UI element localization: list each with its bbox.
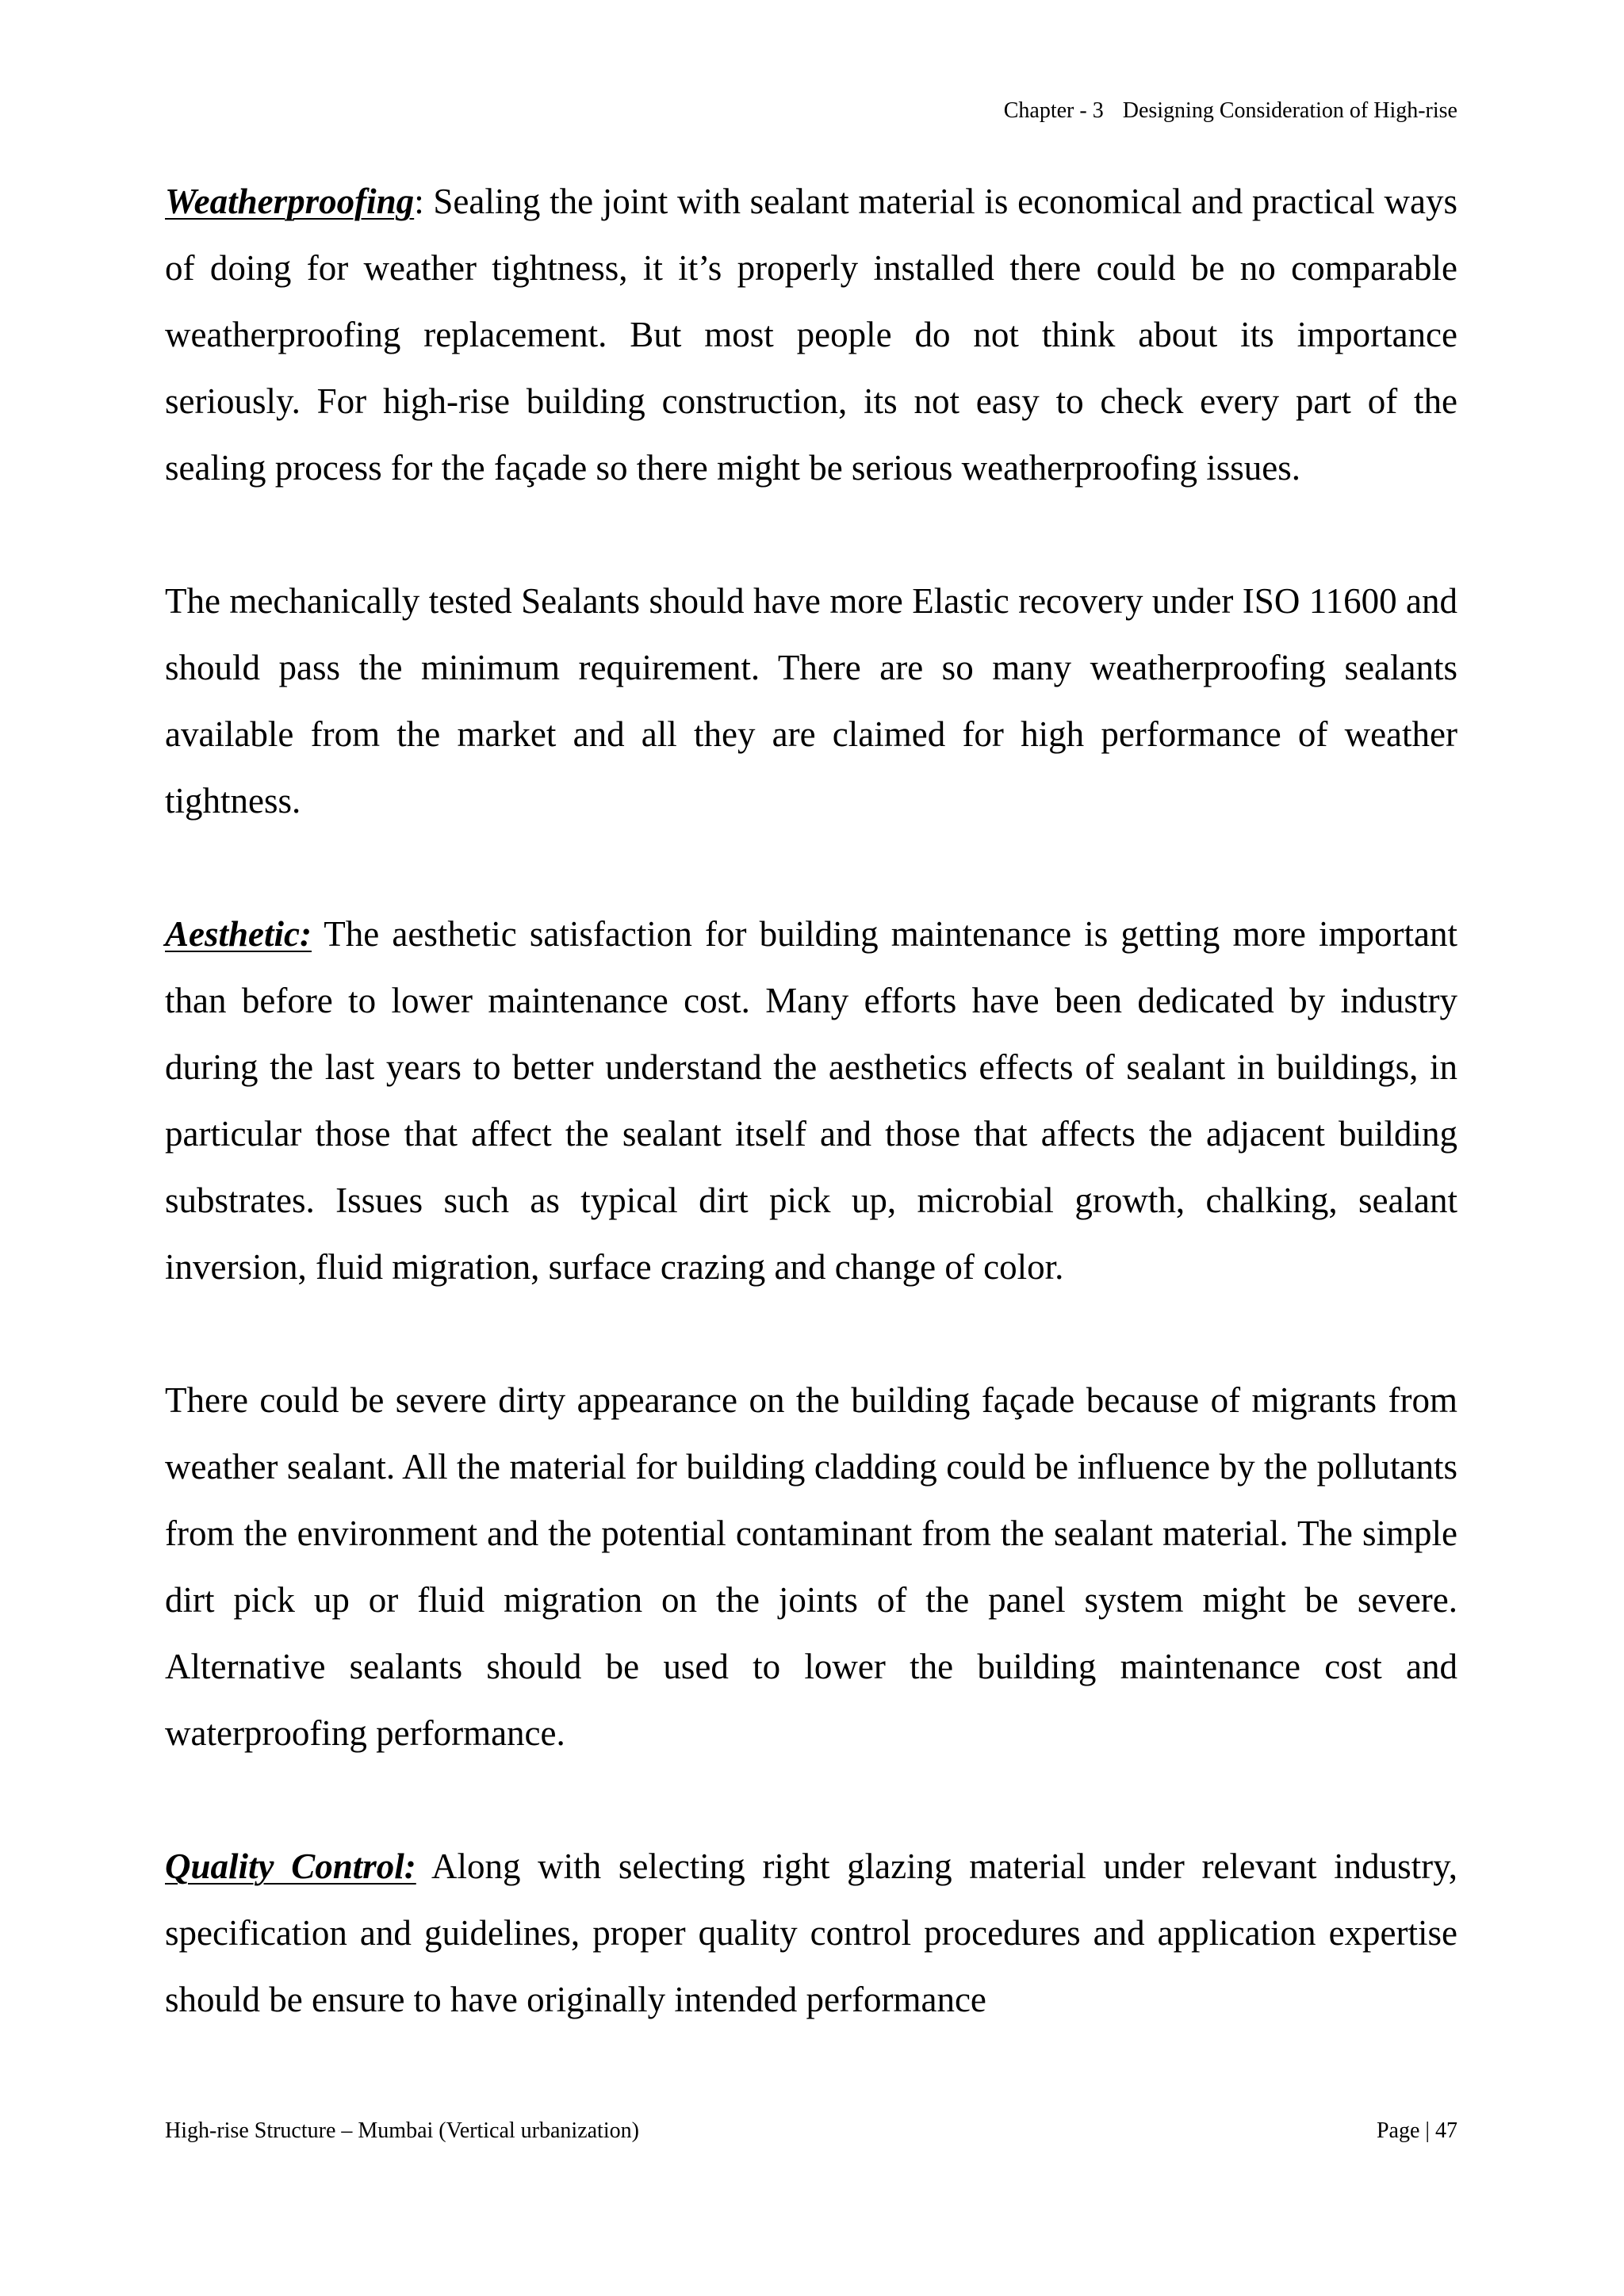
term-quality-control: Quality Control:	[165, 1846, 416, 1886]
page-number: Page | 47	[1376, 2118, 1457, 2143]
term-weatherproofing: Weatherproofing	[165, 182, 415, 221]
paragraph-aesthetic	[165, 901, 1457, 1300]
term-suffix: :	[414, 182, 424, 221]
chapter-title: Designing Consideration of High-rise	[1122, 98, 1457, 123]
paragraph-weatherproofing	[165, 168, 1457, 501]
body-text	[165, 168, 1457, 2099]
footer-document-title: High-rise Structure – Mumbai (Vertical urbanization)	[165, 2118, 639, 2143]
paragraph-facade-appearance	[165, 1367, 1457, 1766]
paragraph-text: The aesthetic satisfaction for building maintenance is getting more important than before to lower maintenance cost. Many efforts have been dedicated by industry during the last years to better understand the aesthetics effects of sealant in buildings, in particular those that affect the sealant itself and those that affects the adjacent building substrates. Issues such as typical dirt pick up, microbial growth, chalking, sealant inversion, fluid migration, surface crazing and change of color.	[165, 914, 1457, 1287]
term-aesthetic: Aesthetic:	[165, 914, 312, 954]
page-header	[1004, 97, 1457, 125]
paragraph-text: There could be severe dirty appearance on the building façade because of migrants from weather sealant. All the material for building cladding could be influence by the pollutants from the environment and the potential contaminant from the sealant material. The simple dirt pick up or fluid migration on the joints of the panel system might be severe. Alternative sealants should be used to lower the building maintenance cost and waterproofing performance.	[165, 1380, 1457, 1753]
paragraph-sealant-testing	[165, 568, 1457, 834]
page-footer	[165, 2117, 1457, 2145]
paragraph-text: The mechanically tested Sealants should have more Elastic recovery under ISO 11600 and should pass the minimum requirement. There are so many weatherproofing sealants available from the market and all they are claimed for high performance of weather tightness.	[165, 581, 1457, 821]
paragraph-text: Sealing the joint with sealant material is economical and practical ways of doing for weather tightness, it it’s properly installed there could be no comparable weatherproofing replacement. But most people do not think about its importance seriously. For high-rise building construction, its not easy to check every part of the sealing process for the façade so there might be serious weatherproofing issues.	[165, 182, 1457, 488]
paragraph-text: Along with selecting right glazing material under relevant industry, specification and guidelines, proper quality control procedures and application expertise should be ensure to have originally intended performance	[165, 1846, 1457, 2019]
paragraph-quality-control	[165, 1833, 1457, 2033]
chapter-label: Chapter - 3	[1003, 98, 1104, 123]
